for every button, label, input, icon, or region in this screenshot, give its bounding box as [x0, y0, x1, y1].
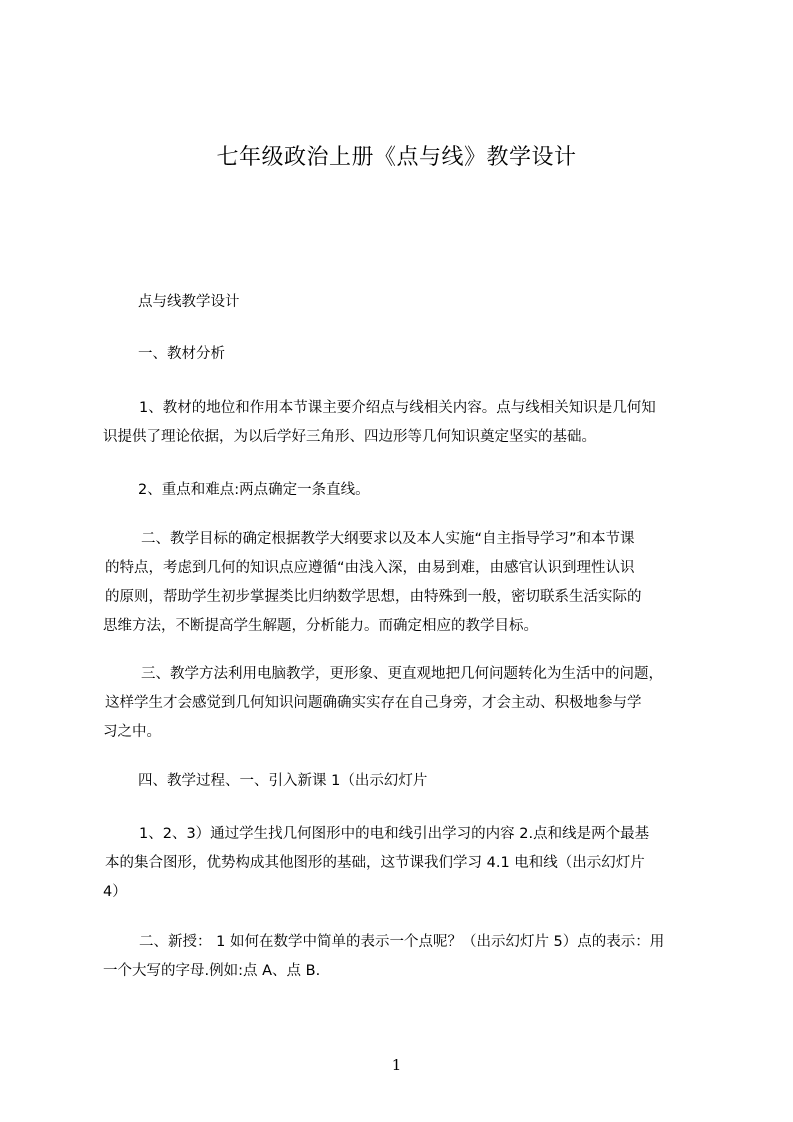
paragraph-textbook-role	[103, 394, 713, 452]
text-line: 的特点，考虑到几何的知识点应遵循“由浅入深，由易到难，由感官认识到理性认识	[105, 560, 635, 576]
text-line: 识提供了理论依据，为以后学好三角形、四边形等几何知识奠定坚实的基础。	[103, 429, 596, 445]
paragraph-section-1	[138, 340, 748, 369]
paragraph-teaching-process	[138, 767, 748, 796]
text-line: 四、教学过程、一、引入新课 1（出示幻灯片	[138, 773, 428, 789]
document-title: 七年级政治上册《点与线》教学设计	[216, 145, 577, 170]
text-line: 一个大写的字母.例如:点 A、点 B.	[103, 963, 321, 979]
paragraph-subtitle	[138, 288, 748, 317]
text-line: 二、新授： 1 如何在数学中简单的表示一个点呢？（出示幻灯片 5）点的表示：用	[139, 934, 665, 950]
text-line: 1、2、3）通过学生找几何图形中的电和线引出学习的内容 2.点和线是两个最基	[139, 826, 650, 842]
text-line: 1、教材的地位和作用本节课主要介绍点与线相关内容。点与线相关知识是几何知	[139, 400, 656, 416]
paragraph-introduction	[103, 820, 713, 907]
paragraph-key-points	[138, 476, 748, 505]
paragraph-teaching-goals	[103, 525, 713, 641]
page-number: 1	[391, 1056, 402, 1074]
text-line: 4）	[103, 884, 127, 900]
text-line: 点与线教学设计	[138, 294, 240, 310]
text-line: 这样学生才会感觉到几何知识问题确确实实存在自己身旁，才会主动、积极地参与学	[105, 695, 642, 711]
text-line: 的原则，帮助学生初步掌握类比归纳数学思想，由特殊到一般，密切联系生活实际的	[105, 589, 642, 605]
text-line: 一、教材分析	[138, 346, 225, 362]
paragraph-teaching-method	[103, 660, 713, 747]
text-line: 三、教学方法利用电脑教学，更形象、更直观地把几何问题转化为生活中的问题，	[141, 666, 663, 682]
text-line: 习之中。	[103, 724, 161, 740]
text-line: 二、教学目标的确定根据教学大纲要求以及本人实施“自主指导学习”和本节课	[141, 531, 635, 547]
text-line: 思维方法，不断提高学生解题，分析能力。而确定相应的教学目标。	[103, 618, 538, 634]
text-line: 2、重点和难点:两点确定一条直线。	[138, 482, 370, 498]
text-line: 本的集合图形，优势构成其他图形的基础，这节课我们学习 4.1 电和线（出示幻灯片	[105, 855, 645, 871]
paragraph-new-lesson	[103, 928, 713, 986]
